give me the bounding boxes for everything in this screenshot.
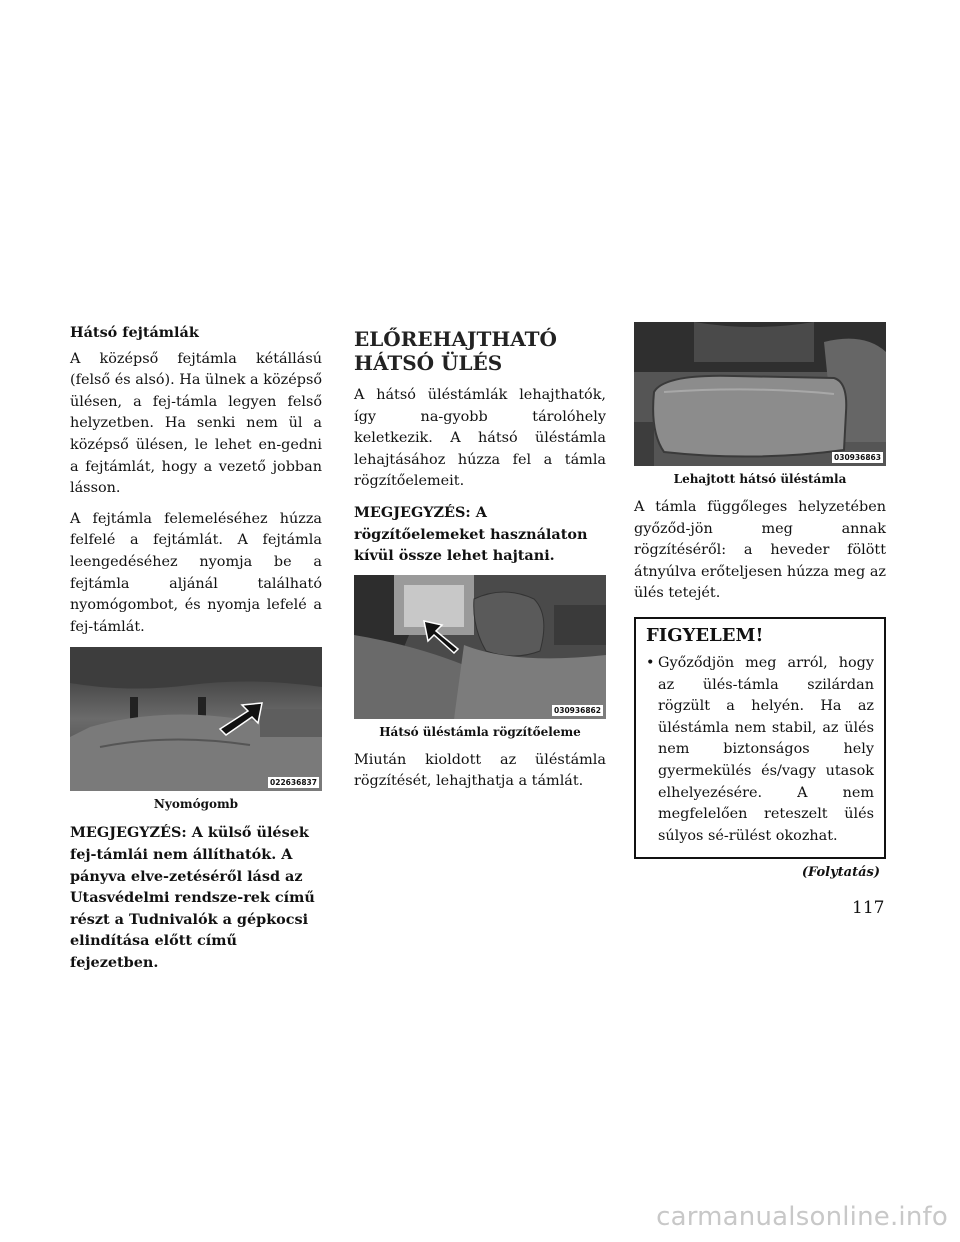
warning-item (646, 653, 874, 847)
paragraph: A támla függőleges helyzetében győződ-jön meg annak rögzítéséről: a heveder fölött átnyúlva erőteljesen húzza meg az ülés tetejét. (634, 499, 886, 602)
section-title (354, 327, 606, 375)
note-latches-fold: MEGJEGYZÉS: A rögzítőelemeket használaton kívül össze lehet hajtani. (354, 503, 588, 565)
figure-caption: Nyomógomb (153, 797, 239, 812)
headrest-illustration (70, 647, 322, 791)
watermark: carmanualsonline.info (656, 1202, 948, 1232)
figure-code: 022636837 (270, 778, 317, 788)
bullet-icon: • (646, 654, 655, 671)
continued-label: (Folytatás) (801, 865, 880, 881)
figure-code: 030936862 (554, 705, 601, 715)
folded-seatback-photo (634, 322, 886, 466)
figure-folded-seatback (634, 322, 886, 487)
left-column (70, 322, 322, 981)
warning-box (634, 617, 886, 859)
section-title-line1: ELŐREHAJTHATÓ (354, 327, 557, 351)
figure-caption: Hátsó üléstámla rögzítőeleme (379, 724, 581, 739)
figure-push-button (70, 647, 322, 812)
headrest-photo (70, 647, 322, 791)
subheading-rear-headrests: Hátsó fejtámlák (70, 324, 199, 341)
paragraph: A középső fejtámla kétállású (felső és alsó). Ha ülnek a középső ülésen, a fej-támla legyen felső helyzetben. Ha senki nem ül a középső ülésen, le lehet en-gedni a fejtámlát, hogy a vezető jobban lásson. (70, 350, 322, 497)
middle-column (354, 322, 606, 802)
paragraph: A fejtámla felemeléséhez húzza felfelé a fejtámlát. A fejtámla leengedéséhez nyomja be a fejtámla aljánál található nyomógombot, és nyomja lefelé a fej-támlát. (70, 510, 322, 635)
seatback-latch-illustration (354, 575, 606, 719)
section-title-line2: HÁTSÓ ÜLÉS (354, 351, 503, 375)
warning-text: Győződjön meg arról, hogy az ülés-támla szilárdan rögzült a helyén. Ha az üléstámla nem stabil, az ülés nem biztonságos hely gyermekülés és/vagy utasok elhelyezésére. A nem megfelelően reteszelt ülés súlyos sé-rülést okozhat. (658, 654, 874, 844)
page-number: 117 (852, 898, 885, 918)
warning-title: FIGYELEM! (646, 624, 764, 646)
figure-seatback-latch (354, 575, 606, 740)
figure-code: 030936863 (834, 453, 881, 462)
paragraph: A hátsó üléstámlák lehajthatók, így na-gyobb tárolóhely keletkezik. A hátsó üléstámla lehajtásához húzza fel a támla rögzítőelemeit. (354, 387, 606, 490)
note-outboard-headrests: MEGJEGYZÉS: A külső ülések fej-támlái nem állíthatók. A pányva elve-zetéséről lásd az Utasvédelmi rendsze-rek című részt a Tudnivalók a gépkocsi elindítása előtt című fejezetben. (70, 824, 315, 971)
paragraph: Miután kioldott az üléstámla rögzítését, lehajthatja a támlát. (354, 751, 606, 790)
right-column (634, 322, 886, 880)
seatback-latch-photo (354, 575, 606, 719)
figure-caption: Lehajtott hátsó üléstámla (673, 472, 847, 486)
folded-seatback-illustration (634, 322, 886, 466)
